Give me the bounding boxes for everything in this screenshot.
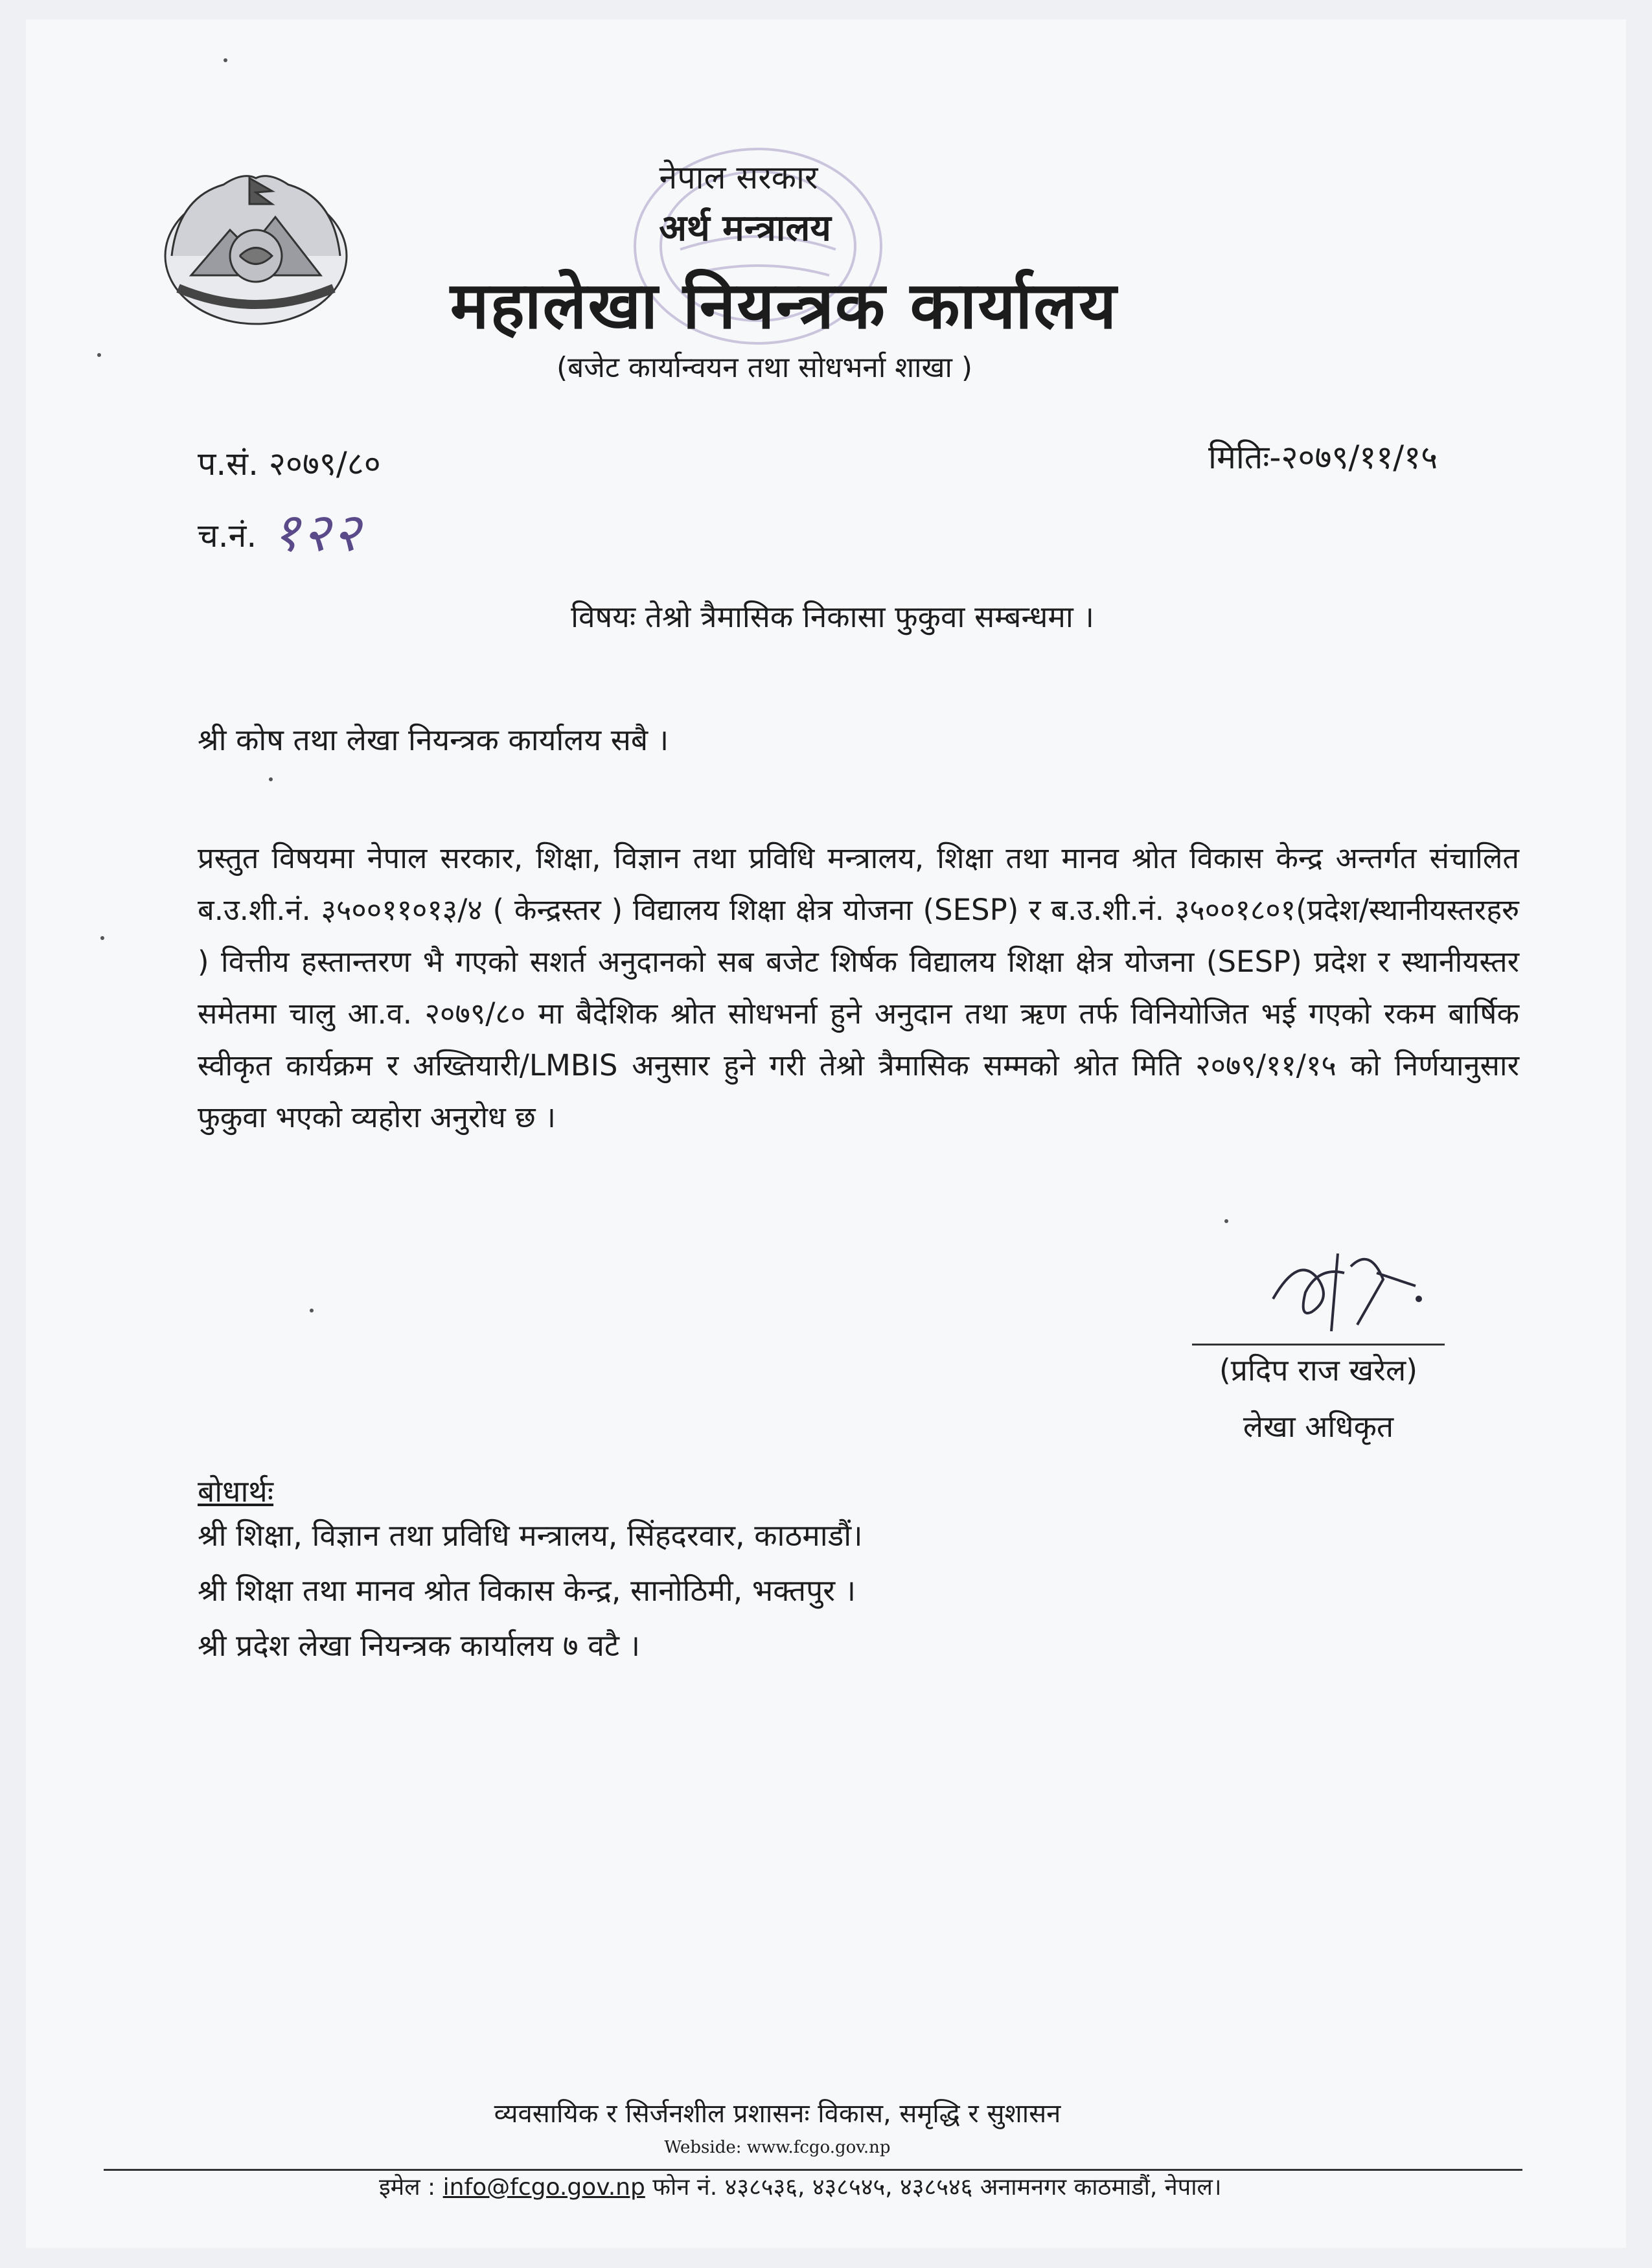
cc-heading: बोधार्थः [198,1474,274,1509]
body-paragraph: प्रस्तुत विषयमा नेपाल सरकार, शिक्षा, विज्ञान तथा प्रविधि मन्त्रालय, शिक्षा तथा मानव श्रोत विकास केन्द्र अन्तर्गत संचालित ब.उ.शी.नं. ३५००११०१३/४ ( केन्द्रस्तर ) विद्यालय शिक्षा क्षेत्र योजना (SESP) र ब.उ.शी.नं. ३५००१८०१(प्रदेश/स्थानीयस्तरहरु ) वित्तीय हस्तान्तरण भै गएको सशर्त अनुदानको सब बजेट शिर्षक विद्यालय शिक्षा क्षेत्र योजना (SESP) प्रदेश र स्थानीयस्तर समेतमा चालु आ.व. २०७९/८० मा बैदेशिक श्रोत सोधभर्ना हुने अनुदान तथा ऋण तर्फ विनियोजित भई गएको रकम बार्षिक स्वीकृत कार्यक्रम र अख्तियारी/LMBIS अनुसार हुने गरी तेश्रो त्रैमासिक सम्मको श्रोत मिति २०७९/११/१५ को निर्णयानुसार फुकुवा भएको व्यहोरा अनुरोध छ । [198,841,1519,1134]
cc-list [198,1508,863,1673]
cc-item: श्री शिक्षा तथा मानव श्रोत विकास केन्द्र, सानोठिमी, भक्तपुर । [198,1573,856,1608]
signature-line [1192,1344,1445,1346]
scan-speck [224,58,227,62]
footer-contact [379,2170,1222,2202]
reference-number: प.सं. २०७९/८० [198,445,381,483]
cc-item: श्री प्रदेश लेखा नियन्त्रक कार्यालय ७ वटै । [198,1628,641,1663]
footer-website: Webside: www.fcgo.gov.np [664,2138,891,2157]
subject-line: विषयः तेश्रो त्रैमासिक निकासा फुकुवा सम्बन्धमा । [571,599,1094,634]
dispatch-number-handwritten: १२२ [272,502,363,564]
nepal-emblem-icon [152,159,360,334]
office-name: महालेखा नियन्त्रक कार्यालय [450,268,1118,343]
scan-speck [100,936,104,940]
scan-speck [310,1309,314,1312]
contact-details: फोन नं. ४३८५३६, ४३८५४५, ४३८५४६ अनामनगर काठमाडौं, नेपाल। [652,2174,1222,2201]
branch-name: (बजेट कार्यान्वयन तथा सोधभर्ना शाखा ) [556,351,973,384]
dispatch-number [198,494,363,567]
email-link[interactable]: info@fcgo.gov.np [442,2174,645,2201]
signature-mark-icon [1260,1228,1428,1344]
cc-item: श्री शिक्षा, विज्ञान तथा प्रविधि मन्त्रालय, सिंहदरवार, काठमाडौं। [198,1518,863,1553]
scan-speck [1224,1219,1228,1223]
addressee: श्री कोष तथा लेखा नियन्त्रक कार्यालय सबै । [198,722,669,757]
scan-speck [269,777,273,781]
government-name: नेपाल सरकार [659,159,818,196]
letter-date: मितिः-२०७९/११/१५ [1208,439,1438,476]
signatory-name: (प्रदिप राज खरेल) [1219,1353,1418,1388]
footer-slogan: व्यवसायिक र सिर्जनशील प्रशासनः विकास, समृद्धि र सुशासन [494,2099,1061,2129]
email-label: इमेल : [379,2174,436,2201]
scan-speck [97,353,101,357]
ministry-name: अर्थ मन्त्रालय [659,207,831,249]
dispatch-label: च.नं. [198,517,257,555]
signatory-title: लेखा अधिकृत [1243,1409,1394,1444]
